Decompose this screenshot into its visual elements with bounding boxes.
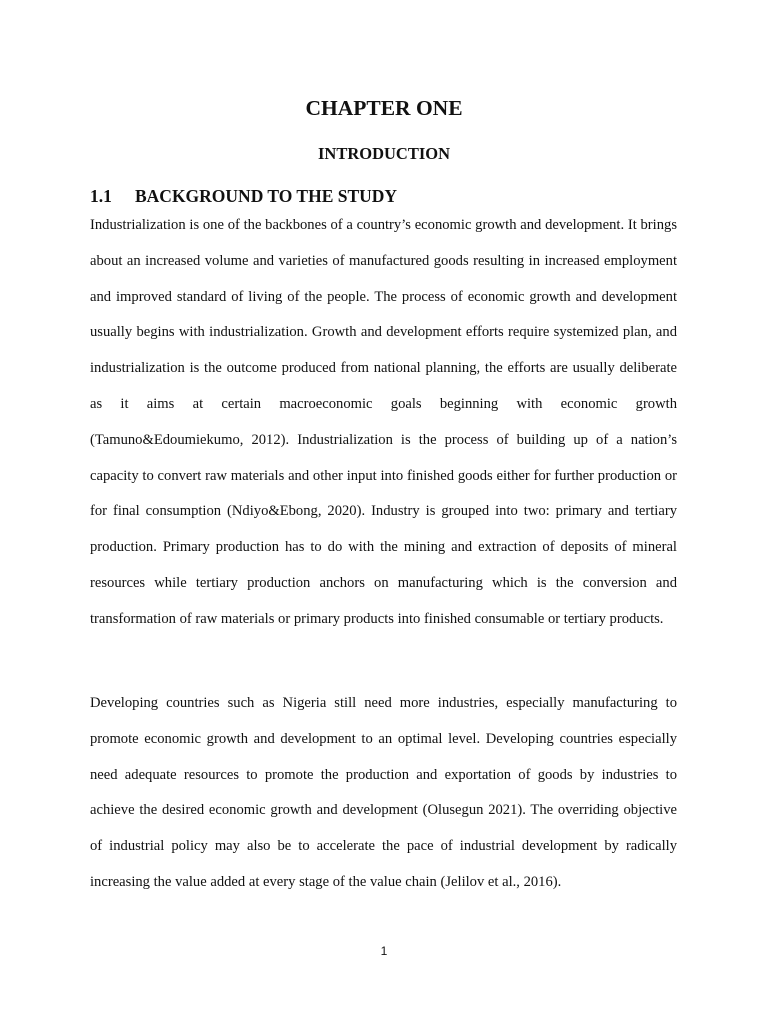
chapter-title: CHAPTER ONE xyxy=(305,96,463,120)
body-paragraph: Developing countries such as Nigeria still need more industries, especially manufacturing to promote economic growth and development to an optimal level. Developing countries especially need adequate resources to promote the production and exportation of goods by industries to achieve the desired economic growth and development (Olusegun 2021). The overriding objective of industrial policy may also be to accelerate the pace of industrial development by radically increasing the value added at every stage of the value chain (Jelilov et al., 2016). xyxy=(90,695,677,890)
body-paragraph: Industrialization is one of the backbones of a country’s economic growth and development. It brings about an increased volume and varieties of manufactured goods resulting in increased employment and improved standard of living of the people. The process of economic growth and development usually begins with industrialization. Growth and development efforts require systemized plan, and industrialization is the outcome produced from national planning, the efforts are usually deliberate as it aims at certain macroeconomic goals beginning with economic growth (Tamuno&Edoumiekumo, 2012). Industrialization is the process of building up of a nation’s capacity to convert raw materials and other input into finished goods either for further production or for final consumption (Ndiyo&Ebong, 2020). Industry is grouped into two: primary and tertiary production. Primary production has to do with the mining and extraction of deposits of mineral resources while tertiary production anchors on manufacturing which is the conversion and transformation of raw materials or primary products into finished consumable or tertiary products. xyxy=(90,217,677,627)
page-number: 1 xyxy=(380,944,388,958)
section-title: BACKGROUND TO THE STUDY xyxy=(135,186,398,206)
section-heading xyxy=(90,184,680,208)
section-number: 1.1 xyxy=(90,186,112,206)
chapter-subtitle: INTRODUCTION xyxy=(317,144,451,163)
